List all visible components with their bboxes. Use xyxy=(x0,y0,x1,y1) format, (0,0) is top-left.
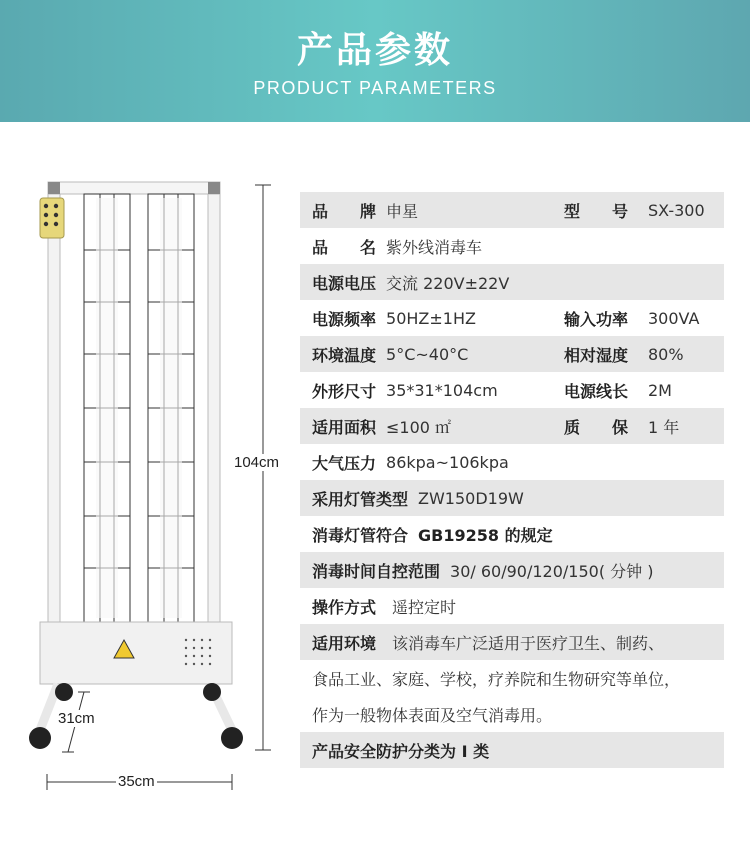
name-value: 紫外线消毒车 xyxy=(386,237,483,257)
frequency-value: 50HZ±1HZ xyxy=(386,308,476,328)
timer-value: 30/ 60/90/120/150( 分钟 ) xyxy=(450,561,654,581)
brand-label: 品 牌 xyxy=(312,201,377,221)
depth-dimension-label: 31cm xyxy=(58,710,95,727)
product-illustration xyxy=(0,170,300,810)
voltage-label: 电源电压 xyxy=(312,273,377,293)
model-label: 型 号 xyxy=(564,201,629,221)
spec-row-standard xyxy=(300,516,724,552)
spec-row-frequency xyxy=(300,300,724,336)
brand-value: 申星 xyxy=(386,201,419,221)
humidity-label: 相对湿度 xyxy=(564,345,629,365)
env-label: 适用环境 xyxy=(312,633,377,653)
uv-disinfection-cart-image xyxy=(0,170,300,810)
spec-table xyxy=(300,192,724,768)
lamp-label: 采用灯管类型 xyxy=(312,489,409,509)
operation-label: 操作方式 xyxy=(312,597,377,617)
cable-value: 2M xyxy=(648,380,672,400)
spec-row-timer xyxy=(300,552,724,588)
page-title: 产品参数 xyxy=(296,30,453,71)
name-label: 品 名 xyxy=(312,237,377,257)
height-dimension-label: 104cm xyxy=(234,454,280,471)
spec-row-name xyxy=(300,228,724,264)
power-label: 输入功率 xyxy=(564,309,629,329)
width-dimension-label: 35cm xyxy=(118,773,155,790)
spec-row-pressure xyxy=(300,444,724,480)
model-value: SX-300 xyxy=(648,200,705,220)
frequency-label: 电源频率 xyxy=(312,309,377,329)
pressure-label: 大气压力 xyxy=(312,453,377,473)
timer-label: 消毒时间自控范围 xyxy=(312,561,441,581)
area-value: ≤100 ㎡ xyxy=(386,417,452,437)
spec-row-area xyxy=(300,408,724,444)
spec-row-temperature xyxy=(300,336,724,372)
spec-row-environment-2 xyxy=(300,660,724,696)
pressure-value: 86kpa~106kpa xyxy=(386,452,509,472)
operation-value: 遥控定时 xyxy=(392,597,457,617)
size-label: 外形尺寸 xyxy=(312,381,377,401)
power-value: 300VA xyxy=(648,308,700,328)
standard-label: 消毒灯管符合 xyxy=(312,525,409,545)
area-label: 适用面积 xyxy=(312,417,377,437)
spec-row-brand xyxy=(300,192,724,228)
cable-label: 电源线长 xyxy=(564,381,629,401)
lamp-value: ZW150D19W xyxy=(418,488,524,508)
humidity-value: 80% xyxy=(648,344,684,364)
page-header xyxy=(0,0,750,122)
spec-row-safety xyxy=(300,732,724,768)
env-line-1: 该消毒车广泛适用于医疗卫生、制药、 xyxy=(392,633,665,653)
spec-row-operation xyxy=(300,588,724,624)
warranty-label: 质 保 xyxy=(564,417,629,437)
spec-row-environment-3 xyxy=(300,696,724,732)
spec-row-environment xyxy=(300,624,724,660)
spec-row-size xyxy=(300,372,724,408)
size-value: 35*31*104cm xyxy=(386,380,498,400)
env-line-2: 食品工业、家庭、学校，疗养院和生物研究等单位， xyxy=(312,669,681,689)
env-line-3: 作为一般物体表面及空气消毒用。 xyxy=(312,705,553,725)
spec-row-voltage xyxy=(300,264,724,300)
temperature-label: 环境温度 xyxy=(312,345,377,365)
warranty-value: 1 年 xyxy=(648,417,680,437)
voltage-value: 交流 220V±22V xyxy=(386,273,510,293)
safety-label: 产品安全防护分类为 Ⅰ 类 xyxy=(312,741,490,761)
spec-row-lamp xyxy=(300,480,724,516)
temperature-value: 5°C~40°C xyxy=(386,344,469,364)
standard-value: GB19258 的规定 xyxy=(418,525,553,545)
page-subtitle: PRODUCT PARAMETERS xyxy=(253,78,497,98)
